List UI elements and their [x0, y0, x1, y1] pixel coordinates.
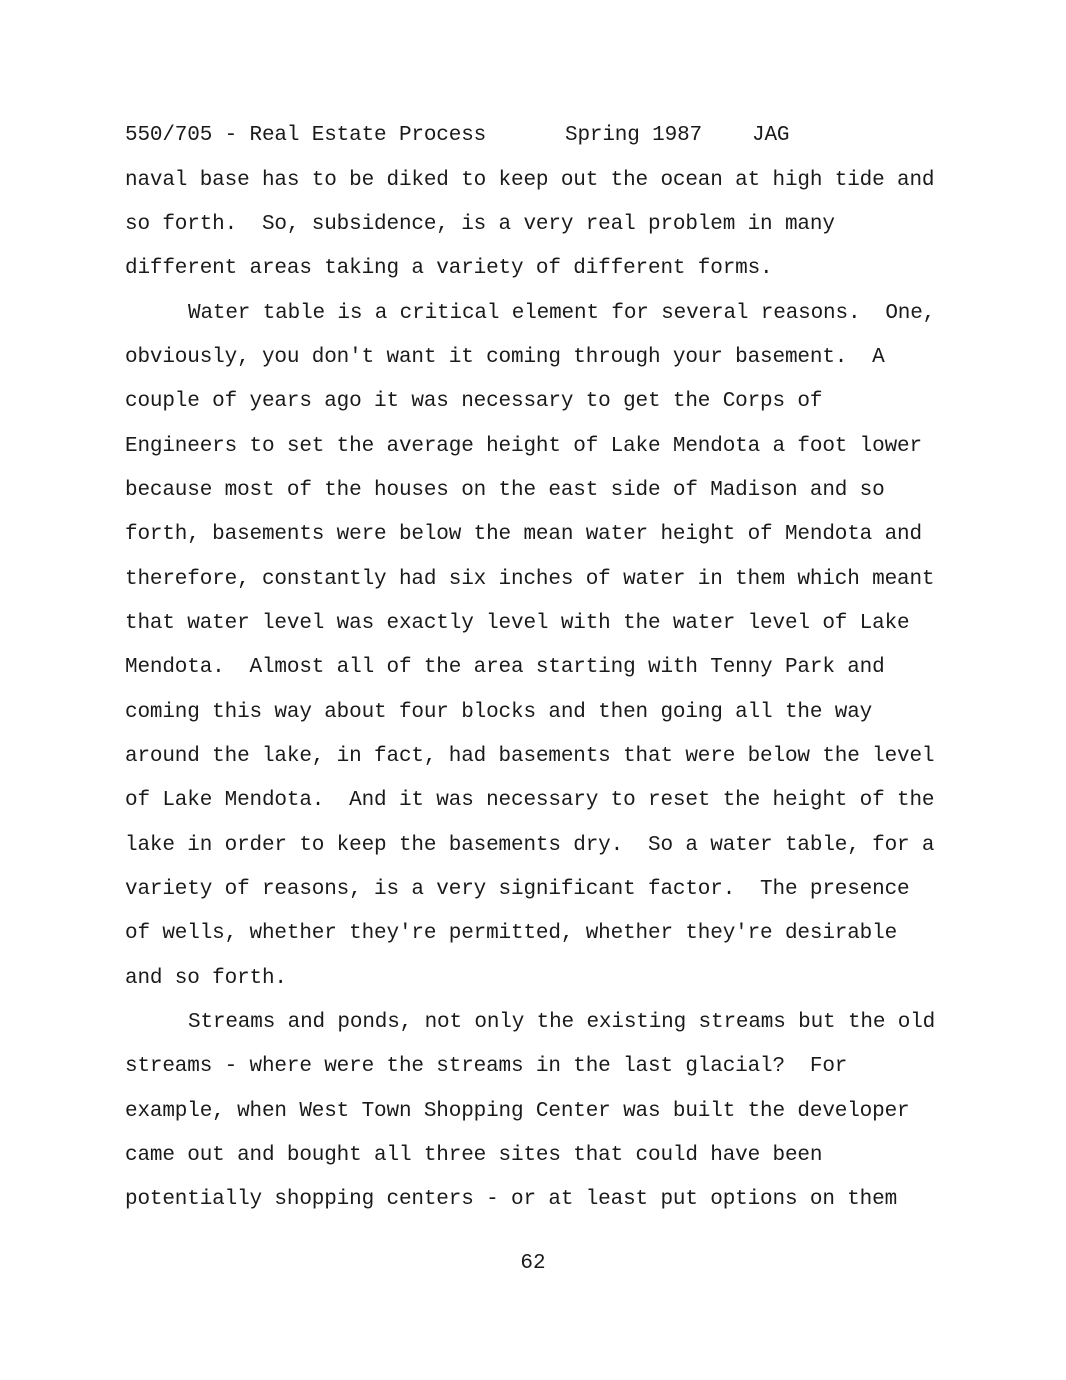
body-line: of Lake Mendota. And it was necessary to reset the height of the: [125, 789, 935, 812]
body-line: potentially shopping centers - or at least put options on them: [125, 1188, 898, 1211]
body-line: couple of years ago it was necessary to get the Corps of: [125, 390, 823, 413]
body-line: forth, basements were below the mean water height of Mendota and: [125, 523, 922, 546]
body-line: naval base has to be diked to keep out the ocean at high tide and: [125, 169, 935, 192]
body-line: of wells, whether they're permitted, whether they're desirable: [125, 922, 898, 945]
body-line: Mendota. Almost all of the area starting with Tenny Park and: [125, 656, 885, 679]
body-line: so forth. So, subsidence, is a very real problem in many: [125, 213, 835, 236]
page-number: 62: [520, 1252, 546, 1275]
body-line: because most of the houses on the east side of Madison and so: [125, 479, 885, 502]
header-course: 550/705 - Real Estate Process: [125, 124, 487, 147]
body-line: coming this way about four blocks and then going all the way: [125, 701, 873, 724]
body-line: variety of reasons, is a very significant factor. The presence: [125, 878, 910, 901]
body-line: that water level was exactly level with the water level of Lake: [125, 612, 910, 635]
body-line: different areas taking a variety of different forms.: [125, 257, 773, 280]
body-line: lake in order to keep the basements dry. So a water table, for a: [125, 834, 935, 857]
body-line: obviously, you don't want it coming through your basement. A: [125, 346, 885, 369]
body-line: came out and bought all three sites that could have been: [125, 1144, 823, 1167]
header-initials: JAG: [752, 124, 790, 147]
body-line: example, when West Town Shopping Center was built the developer: [125, 1100, 910, 1123]
body-line: and so forth.: [125, 967, 287, 990]
body-line: streams - where were the streams in the last glacial? For: [125, 1055, 848, 1078]
body-line: therefore, constantly had six inches of water in them which meant: [125, 568, 935, 591]
body-line: around the lake, in fact, had basements that were below the level: [125, 745, 935, 768]
body-line: Engineers to set the average height of Lake Mendota a foot lower: [125, 435, 922, 458]
paragraph-first-line: Water table is a critical element for several reasons. One,: [188, 302, 936, 325]
header-term: Spring 1987: [565, 124, 702, 147]
paragraph-first-line: Streams and ponds, not only the existing streams but the old: [188, 1011, 936, 1034]
